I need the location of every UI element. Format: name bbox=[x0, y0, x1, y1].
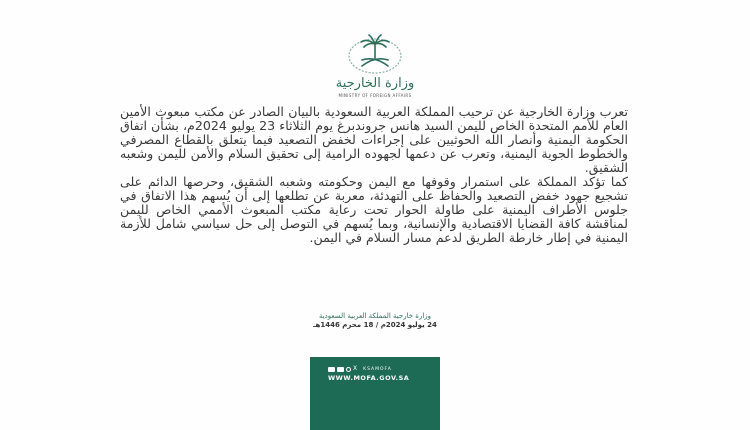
statement-paragraph-1: تعرب وزارة الخارجية عن ترحيب المملكة العربية السعودية بالبيان الصادر عن مكتب مبعوث الأمين العام للأمم المتحدة الخاص لليمن السيد هانس جروندبرغ يوم الثلاثاء 23 يوليو 2024م، بشأن اتفاق الحكومة اليمنية وأنصار الله الحوثيين على إجراءات لخفض التصعيد فيما يتعلق بالقطاع المصرفي والخطوط الجوية اليمنية، وتعرب عن دعمها لجهوده الرامية إلى تحقيق السلام والأمن لليمن وشعبه الشقيق. bbox=[120, 104, 628, 176]
statement-paragraph-2: كما تؤكد المملكة على استمرار وقوفها مع اليمن وحكومته وشعبه الشقيق، وحرصها الدائم على تشجيع جهود خفض التصعيد والحفاظ على التهدئة، معربة عن تطلعها إلى أن يُسهم هذا الاتفاق في جلوس الأطراف اليمنية على طاولة الحوار تحت رعاية مكتب المبعوث الأممي الخاص لليمن لمناقشة كافة القضايا الاقتصادية والإنسانية، وبما يُسهم في التوصل إلى حل سياسي شامل للأزمة اليمنية في إطار خارطة الطريق لدعم مسار السلام في اليمن. bbox=[120, 174, 628, 246]
statement-body bbox=[120, 105, 628, 245]
website-link[interactable]: WWW.MOFA.GOV.SA bbox=[328, 374, 410, 382]
x-icon[interactable]: X bbox=[353, 365, 358, 372]
social-handle: KSAMOFA bbox=[363, 366, 392, 372]
youtube-icon[interactable] bbox=[328, 367, 335, 372]
footer-banner bbox=[310, 357, 440, 430]
ministry-name-arabic: وزارة الخارجية bbox=[335, 76, 415, 91]
social-links bbox=[328, 366, 392, 372]
ministry-logo bbox=[322, 32, 428, 104]
instagram-icon[interactable] bbox=[346, 367, 351, 372]
facebook-icon[interactable] bbox=[337, 367, 344, 372]
signature-block bbox=[250, 312, 500, 330]
issuer-name: وزارة خارجية المملكة العربية السعودية bbox=[318, 312, 432, 320]
saudi-emblem-icon bbox=[345, 32, 405, 76]
issue-date: 24 يوليو 2024م / 18 محرم 1446هـ bbox=[313, 321, 437, 329]
ministry-name-english: MINISTRY OF FOREIGN AFFAIRS bbox=[338, 93, 412, 98]
